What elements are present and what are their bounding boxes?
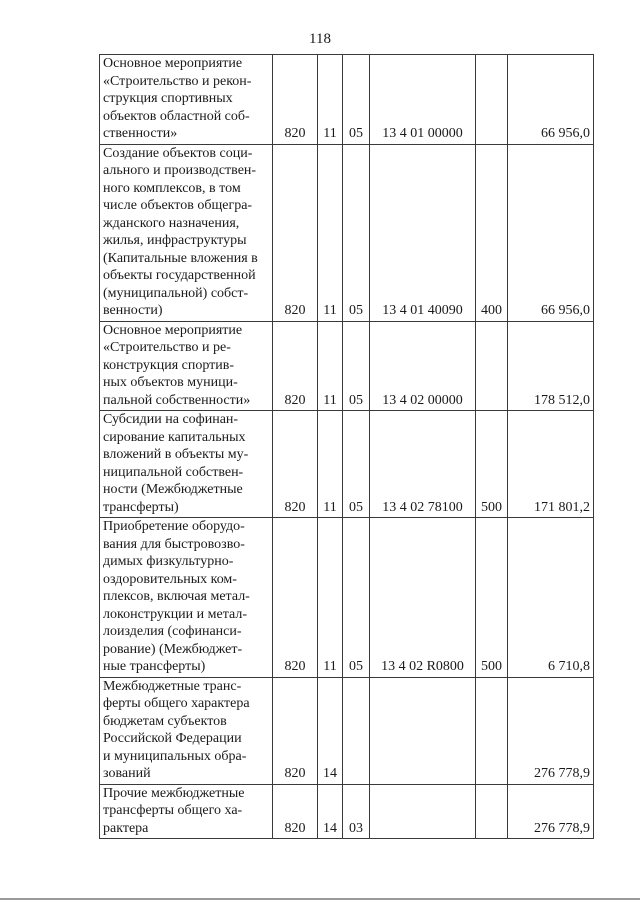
amount-cell: 276 778,9 [508, 677, 594, 784]
scan-edge-divider [0, 898, 640, 900]
item-name-line: струкция спортивных [103, 91, 233, 106]
item-name-line: ниципальной собствен- [103, 464, 244, 480]
item-name-line: Основное мероприятие [103, 56, 243, 71]
amount-cell: 66 956,0 [508, 144, 594, 321]
item-name-line: вложений в объекты му- [103, 447, 249, 462]
subsection-cell: 05 [343, 55, 370, 145]
item-name-cell [100, 411, 273, 518]
amount-cell: 171 801,2 [508, 411, 594, 518]
item-name-line: ферты общего характера [103, 696, 250, 711]
expense-type-cell: 500 [476, 411, 508, 518]
subsection-cell: 05 [343, 144, 370, 321]
table-row [100, 411, 594, 518]
section-cell: 11 [318, 55, 343, 145]
table-row [100, 677, 594, 784]
expense-type-cell: 400 [476, 144, 508, 321]
subsection-cell [343, 677, 370, 784]
item-name-line: димых физкультурно- [103, 554, 234, 569]
item-name-cell [100, 144, 273, 321]
section-cell: 11 [318, 144, 343, 321]
section-cell: 14 [318, 784, 343, 839]
target-article-cell: 13 4 02 00000 [370, 321, 476, 411]
table-row [100, 784, 594, 839]
subsection-cell: 05 [343, 411, 370, 518]
admin-code-cell: 820 [273, 55, 318, 145]
item-name-line: сирование капитальных [103, 429, 246, 445]
item-name-line: трансферты общего ха- [103, 803, 243, 818]
item-name-line: Межбюджетные транс- [103, 678, 242, 694]
item-name-line: Приобретение оборудо- [103, 519, 245, 534]
subsection-cell: 05 [343, 518, 370, 678]
item-name-line: «Строительство и ре- [103, 340, 231, 355]
item-name-line: и муниципальных обра- [103, 748, 247, 764]
amount-cell: 6 710,8 [508, 518, 594, 678]
item-name-line: ного комплексов, в том [103, 180, 241, 196]
amount-cell: 276 778,9 [508, 784, 594, 839]
item-name-line: ального и производствен- [103, 163, 257, 178]
target-article-cell: 13 4 02 R0800 [370, 518, 476, 678]
target-article-cell: 13 4 01 00000 [370, 55, 476, 145]
page-number: 118 [309, 31, 331, 47]
item-name-line: (Капитальные вложения в [103, 250, 258, 266]
admin-code-cell: 820 [273, 677, 318, 784]
expense-type-cell [476, 55, 508, 145]
item-name-line: бюджетам субъектов [103, 713, 227, 729]
amount-cell: 66 956,0 [508, 55, 594, 145]
item-name-line: Российской Федерации [103, 731, 242, 746]
item-name-line: конструкция спортив- [103, 357, 235, 373]
item-name-line: «Строительство и рекон- [103, 73, 252, 89]
item-name-line: локонструкции и метал- [103, 606, 248, 622]
expense-type-cell: 500 [476, 518, 508, 678]
item-name-line: пальной собственности» [103, 392, 251, 408]
admin-code-cell: 820 [273, 518, 318, 678]
item-name-line: Создание объектов соци- [103, 145, 253, 161]
subsection-cell: 03 [343, 784, 370, 839]
item-name-cell [100, 677, 273, 784]
item-name-line: Основное мероприятие [103, 322, 243, 338]
item-name-line: жданского назначения, [103, 215, 240, 231]
admin-code-cell: 820 [273, 411, 318, 518]
target-article-cell [370, 677, 476, 784]
item-name-line: ных объектов муници- [103, 375, 238, 390]
item-name-line: Прочие межбюджетные [103, 785, 245, 801]
item-name-line: лоизделия (софинанси- [103, 624, 242, 639]
section-cell: 14 [318, 677, 343, 784]
expense-type-cell [476, 784, 508, 839]
table-row [100, 518, 594, 678]
admin-code-cell: 820 [273, 321, 318, 411]
item-name-line: Субсидии на софинан- [103, 412, 239, 427]
table-row [100, 144, 594, 321]
item-name-line: ственности» [103, 126, 178, 141]
item-name-cell [100, 321, 273, 411]
item-name-cell [100, 784, 273, 839]
section-cell: 11 [318, 518, 343, 678]
item-name-line: рактера [103, 820, 149, 836]
target-article-cell: 13 4 02 78100 [370, 411, 476, 518]
table-row [100, 55, 594, 145]
table-body [100, 55, 594, 839]
item-name-line: вания для быстровозво- [103, 536, 245, 552]
item-name-line: объектов областной соб- [103, 108, 250, 124]
target-article-cell: 13 4 01 40090 [370, 144, 476, 321]
item-name-line: венности) [103, 303, 163, 318]
expense-type-cell [476, 677, 508, 784]
item-name-line: зований [103, 766, 151, 781]
item-name-line: объекты государственной [103, 268, 256, 283]
item-name-line: жилья, инфраструктуры [103, 233, 247, 248]
budget-table [99, 54, 594, 839]
item-name-line: ности (Межбюджетные [103, 482, 243, 497]
table-row [100, 321, 594, 411]
item-name-line: ные трансферты) [103, 659, 206, 674]
item-name-line: рование) (Межбюджет- [103, 641, 243, 657]
admin-code-cell: 820 [273, 144, 318, 321]
target-article-cell [370, 784, 476, 839]
amount-cell: 178 512,0 [508, 321, 594, 411]
item-name-line: числе объектов общегра- [103, 198, 253, 213]
item-name-cell [100, 55, 273, 145]
item-name-line: плексов, включая метал- [103, 589, 250, 604]
item-name-line: (муниципальной) собст- [103, 285, 249, 301]
item-name-line: оздоровительных ком- [103, 571, 237, 587]
subsection-cell: 05 [343, 321, 370, 411]
section-cell: 11 [318, 411, 343, 518]
item-name-cell [100, 518, 273, 678]
section-cell: 11 [318, 321, 343, 411]
admin-code-cell: 820 [273, 784, 318, 839]
expense-type-cell [476, 321, 508, 411]
item-name-line: трансферты) [103, 499, 179, 515]
